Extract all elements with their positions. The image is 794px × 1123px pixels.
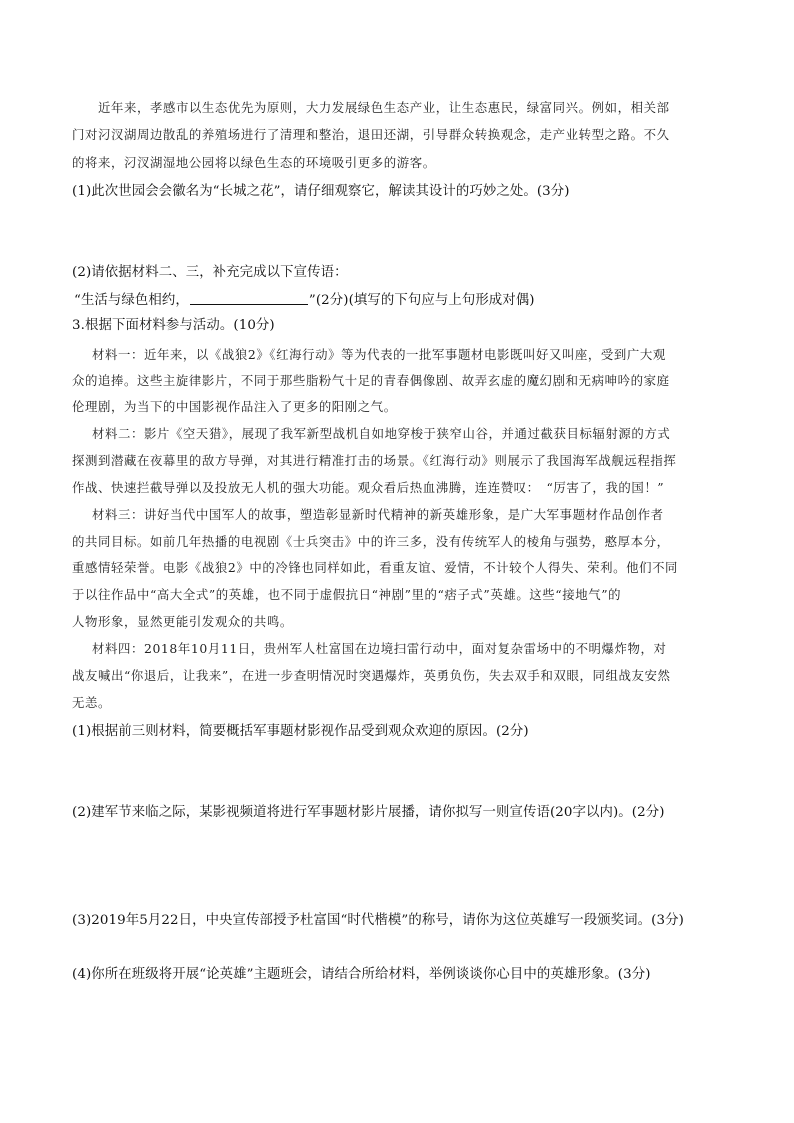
- slogan-first-half: “生活与绿色相约，: [74, 293, 189, 308]
- question-2-1: (1)此次世园会会徽名为“长城之花”，请仔细观察它，解读其设计的巧妙之处。(3分): [72, 184, 570, 199]
- material-2-line-1: 材料二：影片《空天猎》，展现了我军新型战机自如地穿梭于狭窄山谷，并通过截获目标辐射源的方式: [92, 426, 671, 441]
- material-4-line-2: 战友喊出“你退后，让我来”，在进一步查明情况时突遇爆炸，英勇负伤，失去双手和双眼，同组战友安然: [72, 668, 671, 683]
- material-2-line-2: 探测到潜藏在夜幕里的敌方导弹，对其进行精准打击的场景。《红海行动》则展示了我国海军战舰远程指挥: [72, 453, 677, 468]
- question-2-2-prompt: (2)请依据材料二、三，补充完成以下宣传语：: [72, 265, 348, 280]
- material-3-line-4: 于以往作品中“高大全式”的英雄，也不同于虚假抗日“神剧”里的“痞子式”英雄。这些“接地气”的: [72, 587, 622, 602]
- answer-blank[interactable]: [190, 292, 308, 305]
- intro-line-1: 近年来，孝感市以生态优先为原则，大力发展绿色生态产业，让生态惠民，绿富同兴。例如，相关部: [98, 100, 670, 115]
- material-3-line-5: 人物形象，显然更能引发观众的共鸣。: [72, 614, 293, 629]
- material-1-line-3: 伦理剧，为当下的中国影视作品注入了更多的阳刚之气。: [72, 399, 397, 414]
- material-1-line-2: 众的追捧。这些主旋律影片，不同于那些脂粉气十足的青春偶像剧、故弄玄虚的魔幻剧和无病呻吟的家庭: [72, 373, 670, 388]
- material-4-line-1: 材料四：2018年10月11日，贵州军人杜富国在边境扫雷行动中，面对复杂雷场中的不明爆炸物，对: [92, 641, 667, 656]
- material-2-line-3: 作战、快速拦截导弹以及投放无人机的强大功能。观众看后热血沸腾，连连赞叹： “厉害了，我的国！”: [72, 480, 665, 495]
- question-3-2: (2)建军节来临之际，某影视频道将进行军事题材影片展播，请你拟写一则宣传语(20字以内)。(2分): [72, 805, 665, 820]
- material-1-line-1: 材料一：近年来，以《战狼2》《红海行动》等为代表的一批军事题材电影既叫好又叫座，受到广大观: [92, 347, 666, 362]
- question-3-1: (1)根据前三则材料，简要概括军事题材影视作品受到观众欢迎的原因。(2分): [72, 724, 529, 739]
- question-3-heading: 3.根据下面材料参与活动。(10分): [72, 318, 275, 333]
- question-3-4: (4)你所在班级将开展“论英雄”主题班会，请结合所给材料，举例谈谈你心目中的英雄形象。(3分): [72, 967, 651, 982]
- intro-line-3: 的将来，汈汊湖湿地公园将以绿色生态的环境吸引更多的游客。: [72, 155, 436, 170]
- question-2-2-slogan: [74, 292, 535, 307]
- material-3-line-1: 材料三：讲好当代中国军人的故事，塑造彰显新时代精神的新英雄形象，是广大军事题材作品创作者: [92, 507, 664, 522]
- intro-line-2: 门对汈汊湖周边散乱的养殖场进行了清理和整治，退田还湖，引导群众转换观念，走产业转型之路。不久: [72, 127, 670, 142]
- question-3-3: (3)2019年5月22日，中央宣传部授予杜富国“时代楷模”的称号，请你为这位英雄写一段颁奖词。(3分): [72, 913, 684, 928]
- material-4-line-3: 无恙。: [72, 695, 111, 710]
- material-3-line-3: 重感情轻荣誉。电影《战狼2》中的冷锋也同样如此，看重友谊、爱情，不计较个人得失、荣利。他们不同: [72, 560, 679, 575]
- slogan-instruction: ”(2分)(填写的下句应与上句形成对偶): [308, 293, 535, 308]
- material-3-line-2: 的共同目标。如前几年热播的电视剧《士兵突击》中的许三多，没有传统军人的棱角与强势，憨厚本分，: [72, 534, 670, 549]
